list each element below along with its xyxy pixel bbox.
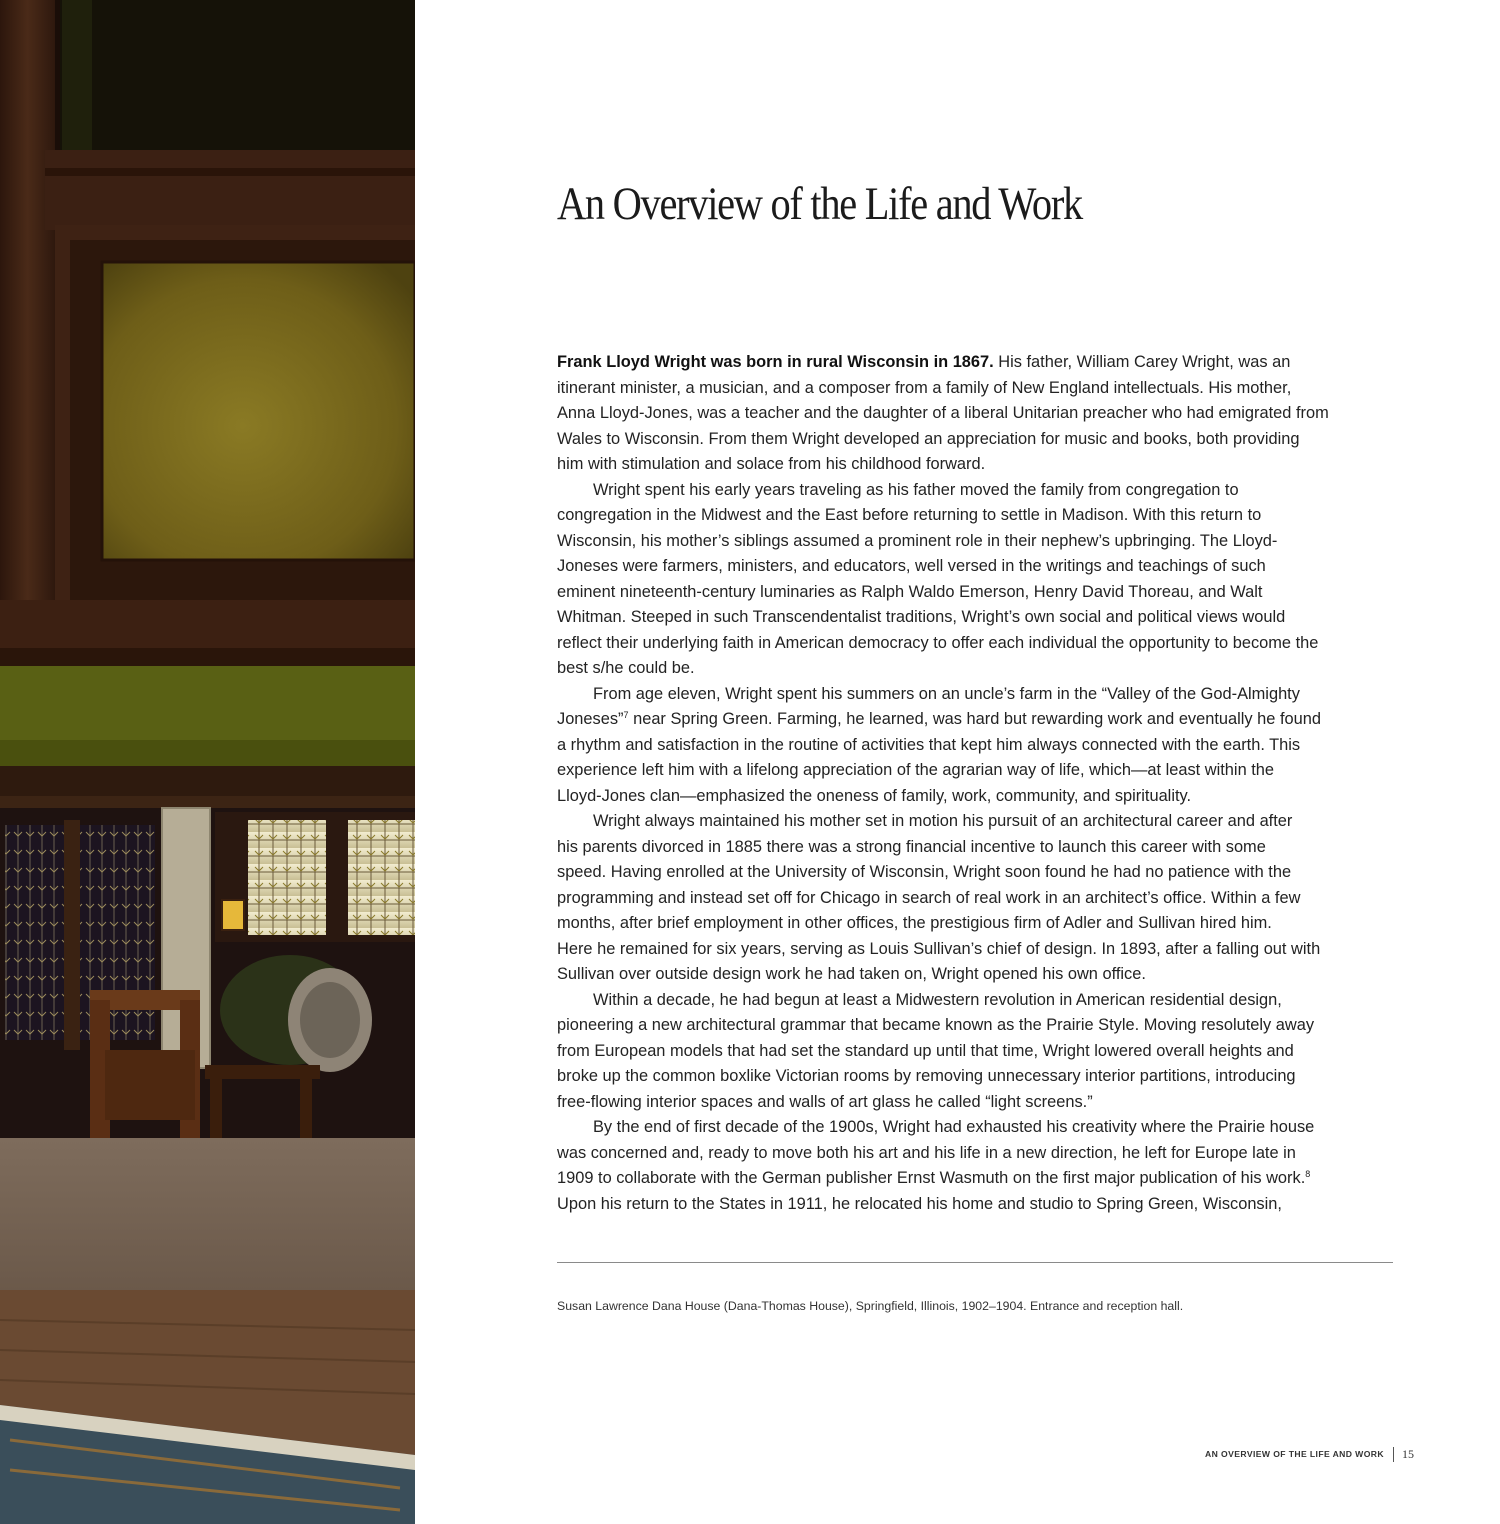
photo-caption: Susan Lawrence Dana House (Dana-Thomas House), Springfield, Illinois, 1902–1904. Entrance and reception hall. (557, 1299, 1184, 1313)
caption-rule (557, 1262, 1393, 1263)
text-line: Wright spent his early years traveling as his father moved the family from congregation to (593, 480, 1239, 499)
text-run: near Spring Green. Farming, he learned, was hard but rewarding work and eventually he found (628, 710, 1321, 728)
text-line: Whitman. Steeped in such Transcendentalist traditions, Wright’s own social and political views would (557, 608, 1286, 626)
text-line: Wisconsin, his mother’s siblings assumed a prominent role in their nephew’s upbringing. The Lloyd- (557, 531, 1278, 550)
text-line: congregation in the Midwest and the East before returning to settle in Madison. With this return to (557, 506, 1262, 524)
footnote-ref: 8 (1305, 1169, 1311, 1179)
paragraph (557, 809, 1407, 988)
text-line: Anna Lloyd-Jones, was a teacher and the daughter of a liberal Unitarian preacher who had emigrated from (557, 404, 1329, 422)
text-run: Joneses” (557, 710, 624, 728)
text-line: programming and instead set off for Chicago in search of real work in an architect’s office. Within a few (557, 888, 1301, 907)
text-line: eminent nineteenth-century luminaries as Ralph Waldo Emerson, Henry David Thoreau, and Walt (557, 582, 1263, 601)
interior-photograph (0, 0, 415, 1524)
paragraph (557, 682, 1407, 810)
text-line: itinerant minister, a musician, and a composer from a family of New England intellectuals. His mother, (557, 378, 1292, 397)
paragraph (557, 988, 1407, 1116)
body-text (557, 350, 1407, 1217)
text-run: His father, William Carey Wright, was an (993, 353, 1291, 371)
text-line: Lloyd-Jones clan—emphasized the oneness of family, work, community, and spirituality. (557, 786, 1192, 805)
interior-photo-illustration (0, 0, 415, 1524)
text-line: his parents divorced in 1885 there was a strong financial incentive to launch this career with some (557, 837, 1266, 856)
lead-sentence: Frank Lloyd Wright was born in rural Wisconsin in 1867. (557, 353, 994, 371)
text-line: Within a decade, he had begun at least a Midwestern revolution in American residential design, (593, 990, 1282, 1009)
text-line: months, after brief employment in other offices, the prestigious firm of Adler and Sullivan hired him. (557, 914, 1272, 932)
text-line: By the end of first decade of the 1900s, Wright had exhausted his creativity where the Prairie house (593, 1118, 1315, 1136)
text-line: a rhythm and satisfaction in the routine of activities that kept him always connected with the earth. This (557, 735, 1301, 754)
text-line: broke up the common boxlike Victorian rooms by removing unnecessary interior partitions, introducing (557, 1067, 1296, 1085)
text-line: Here he remained for six years, serving as Louis Sullivan’s chief of design. In 1893, after a falling out with (557, 939, 1321, 958)
page-footer (1205, 1446, 1414, 1462)
paragraph (557, 350, 1407, 478)
text-line: Sullivan over outside design work he had taken on, Wright opened his own office. (557, 965, 1146, 983)
text-line: reflect their underlying faith in American democracy to offer each individual the opportunity to become the (557, 633, 1319, 652)
text-line: best s/he could be. (557, 659, 695, 677)
running-head: AN OVERVIEW OF THE LIFE AND WORK (1205, 1449, 1384, 1459)
text-line: experience left him with a lifelong appreciation of the agrarian way of life, which—at least within the (557, 761, 1275, 779)
text-line (557, 707, 1407, 733)
text-line: Wright always maintained his mother set in motion his pursuit of an architectural career and after (593, 812, 1293, 830)
text-line: was concerned and, ready to move both his art and his life in a new direction, he left for Europe late in (557, 1143, 1296, 1162)
text-line: from European models that had set the standard up until that time, Wright lowered overall heights and (557, 1041, 1294, 1060)
paragraph (557, 478, 1407, 682)
text-line: pioneering a new architectural grammar that became known as the Prairie Style. Moving resolutely away (557, 1016, 1315, 1034)
paragraph (557, 1115, 1407, 1217)
text-run: 1909 to collaborate with the German publisher Ernst Wasmuth on the first major publication of his work. (557, 1169, 1306, 1187)
text-line: From age eleven, Wright spent his summers on an uncle’s farm in the “Valley of the God-Almighty (593, 684, 1300, 703)
text-line: Joneses were farmers, ministers, and educators, well versed in the writings and teachings of such (557, 557, 1266, 575)
text-line (557, 350, 1407, 376)
page-number: 15 (1402, 1446, 1414, 1461)
chapter-title: An Overview of the Life and Work (557, 178, 1082, 230)
text-line (557, 1166, 1407, 1192)
text-line: free-flowing interior spaces and walls of art glass he called “light screens.” (557, 1092, 1093, 1111)
text-line: speed. Having enrolled at the University of Wisconsin, Wright soon found he had no patience with the (557, 863, 1292, 881)
footnote-ref: 7 (623, 710, 629, 720)
text-line: Wales to Wisconsin. From them Wright developed an appreciation for music and books, both providing (557, 429, 1300, 448)
footer-divider (1393, 1447, 1394, 1462)
text-line: Upon his return to the States in 1911, he relocated his home and studio to Spring Green, Wisconsin, (557, 1194, 1282, 1213)
text-line: him with stimulation and solace from his childhood forward. (557, 455, 986, 473)
